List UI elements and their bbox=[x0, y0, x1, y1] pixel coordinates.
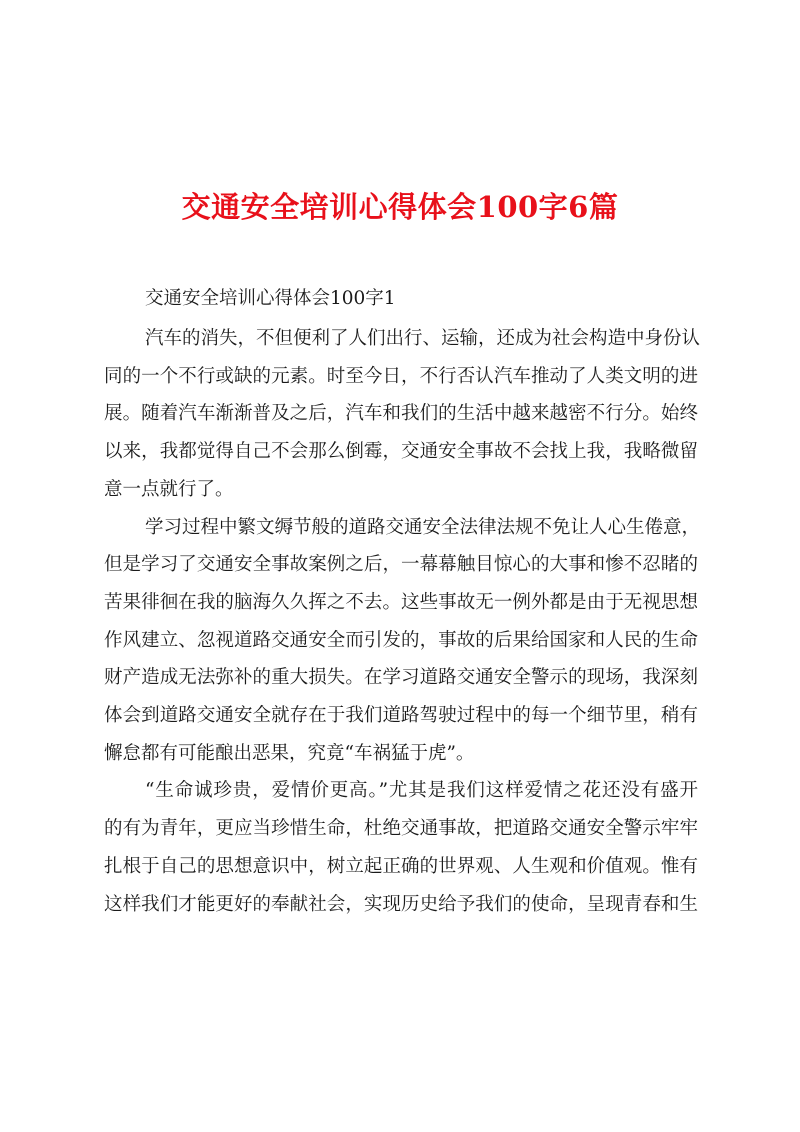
paragraph-line: “生命诚珍贵，爱情价更高。”尤其是我们这样爱情之花还没有盛开 bbox=[145, 780, 698, 802]
paragraph-2 bbox=[104, 509, 701, 773]
document-body bbox=[104, 278, 701, 923]
section-heading: 交通安全培训心得体会100字1 bbox=[145, 288, 396, 309]
paragraph-line: 懈怠都有可能酿出恶果，究竟“车祸猛于虎”。 bbox=[104, 742, 475, 764]
paragraph-line: 财产造成无法弥补的重大损失。在学习道路交通安全警示的现场，我深刻 bbox=[104, 667, 698, 689]
paragraph-line: 扎根于自己的思想意识中，树立起正确的世界观、人生观和价值观。惟有 bbox=[104, 855, 698, 877]
paragraph-line: 汽车的消失，不但便利了人们出行、运输，还成为社会构造中身份认 bbox=[145, 328, 701, 349]
paragraph-line: 作风建立、忽视道路交通安全而引发的，事故的后果给国家和人民的生命 bbox=[104, 629, 698, 651]
paragraph-line: 这样我们才能更好的奉献社会，实现历史给予我们的使命，呈现青春和生 bbox=[104, 893, 698, 915]
paragraph-line: 但是学习了交通安全事故案例之后，一幕幕触目惊心的大事和惨不忍睹的 bbox=[104, 554, 698, 576]
paragraph-line: 意一点就行了。 bbox=[104, 478, 234, 500]
paragraph-1 bbox=[104, 320, 701, 509]
paragraph-line: 的有为青年，更应当珍惜生命，杜绝交通事故，把道路交通安全警示牢牢 bbox=[104, 818, 698, 840]
paragraph-line: 以来，我都觉得自己不会那么倒霉，交通安全事故不会找上我，我略微留 bbox=[104, 441, 698, 463]
document-title: 交通安全培训心得体会100字6篇 bbox=[181, 190, 619, 225]
paragraph-line: 苦果徘徊在我的脑海久久挥之不去。这些事故无一例外都是由于无视思想 bbox=[104, 591, 698, 613]
paragraph-line: 学习过程中繁文缛节般的道路交通安全法律法规不免让人心生倦意， bbox=[145, 516, 701, 538]
paragraph-line: 同的一个不行或缺的元素。时至今日，不行否认汽车推动了人类文明的进 bbox=[104, 365, 698, 387]
paragraph-3 bbox=[104, 772, 698, 923]
paragraph-line: 展。随着汽车渐渐普及之后，汽车和我们的生活中越来越密不行分。始终 bbox=[104, 403, 698, 425]
paragraph-line: 体会到道路交通安全就存在于我们道路驾驶过程中的每一个细节里，稍有 bbox=[104, 705, 698, 727]
